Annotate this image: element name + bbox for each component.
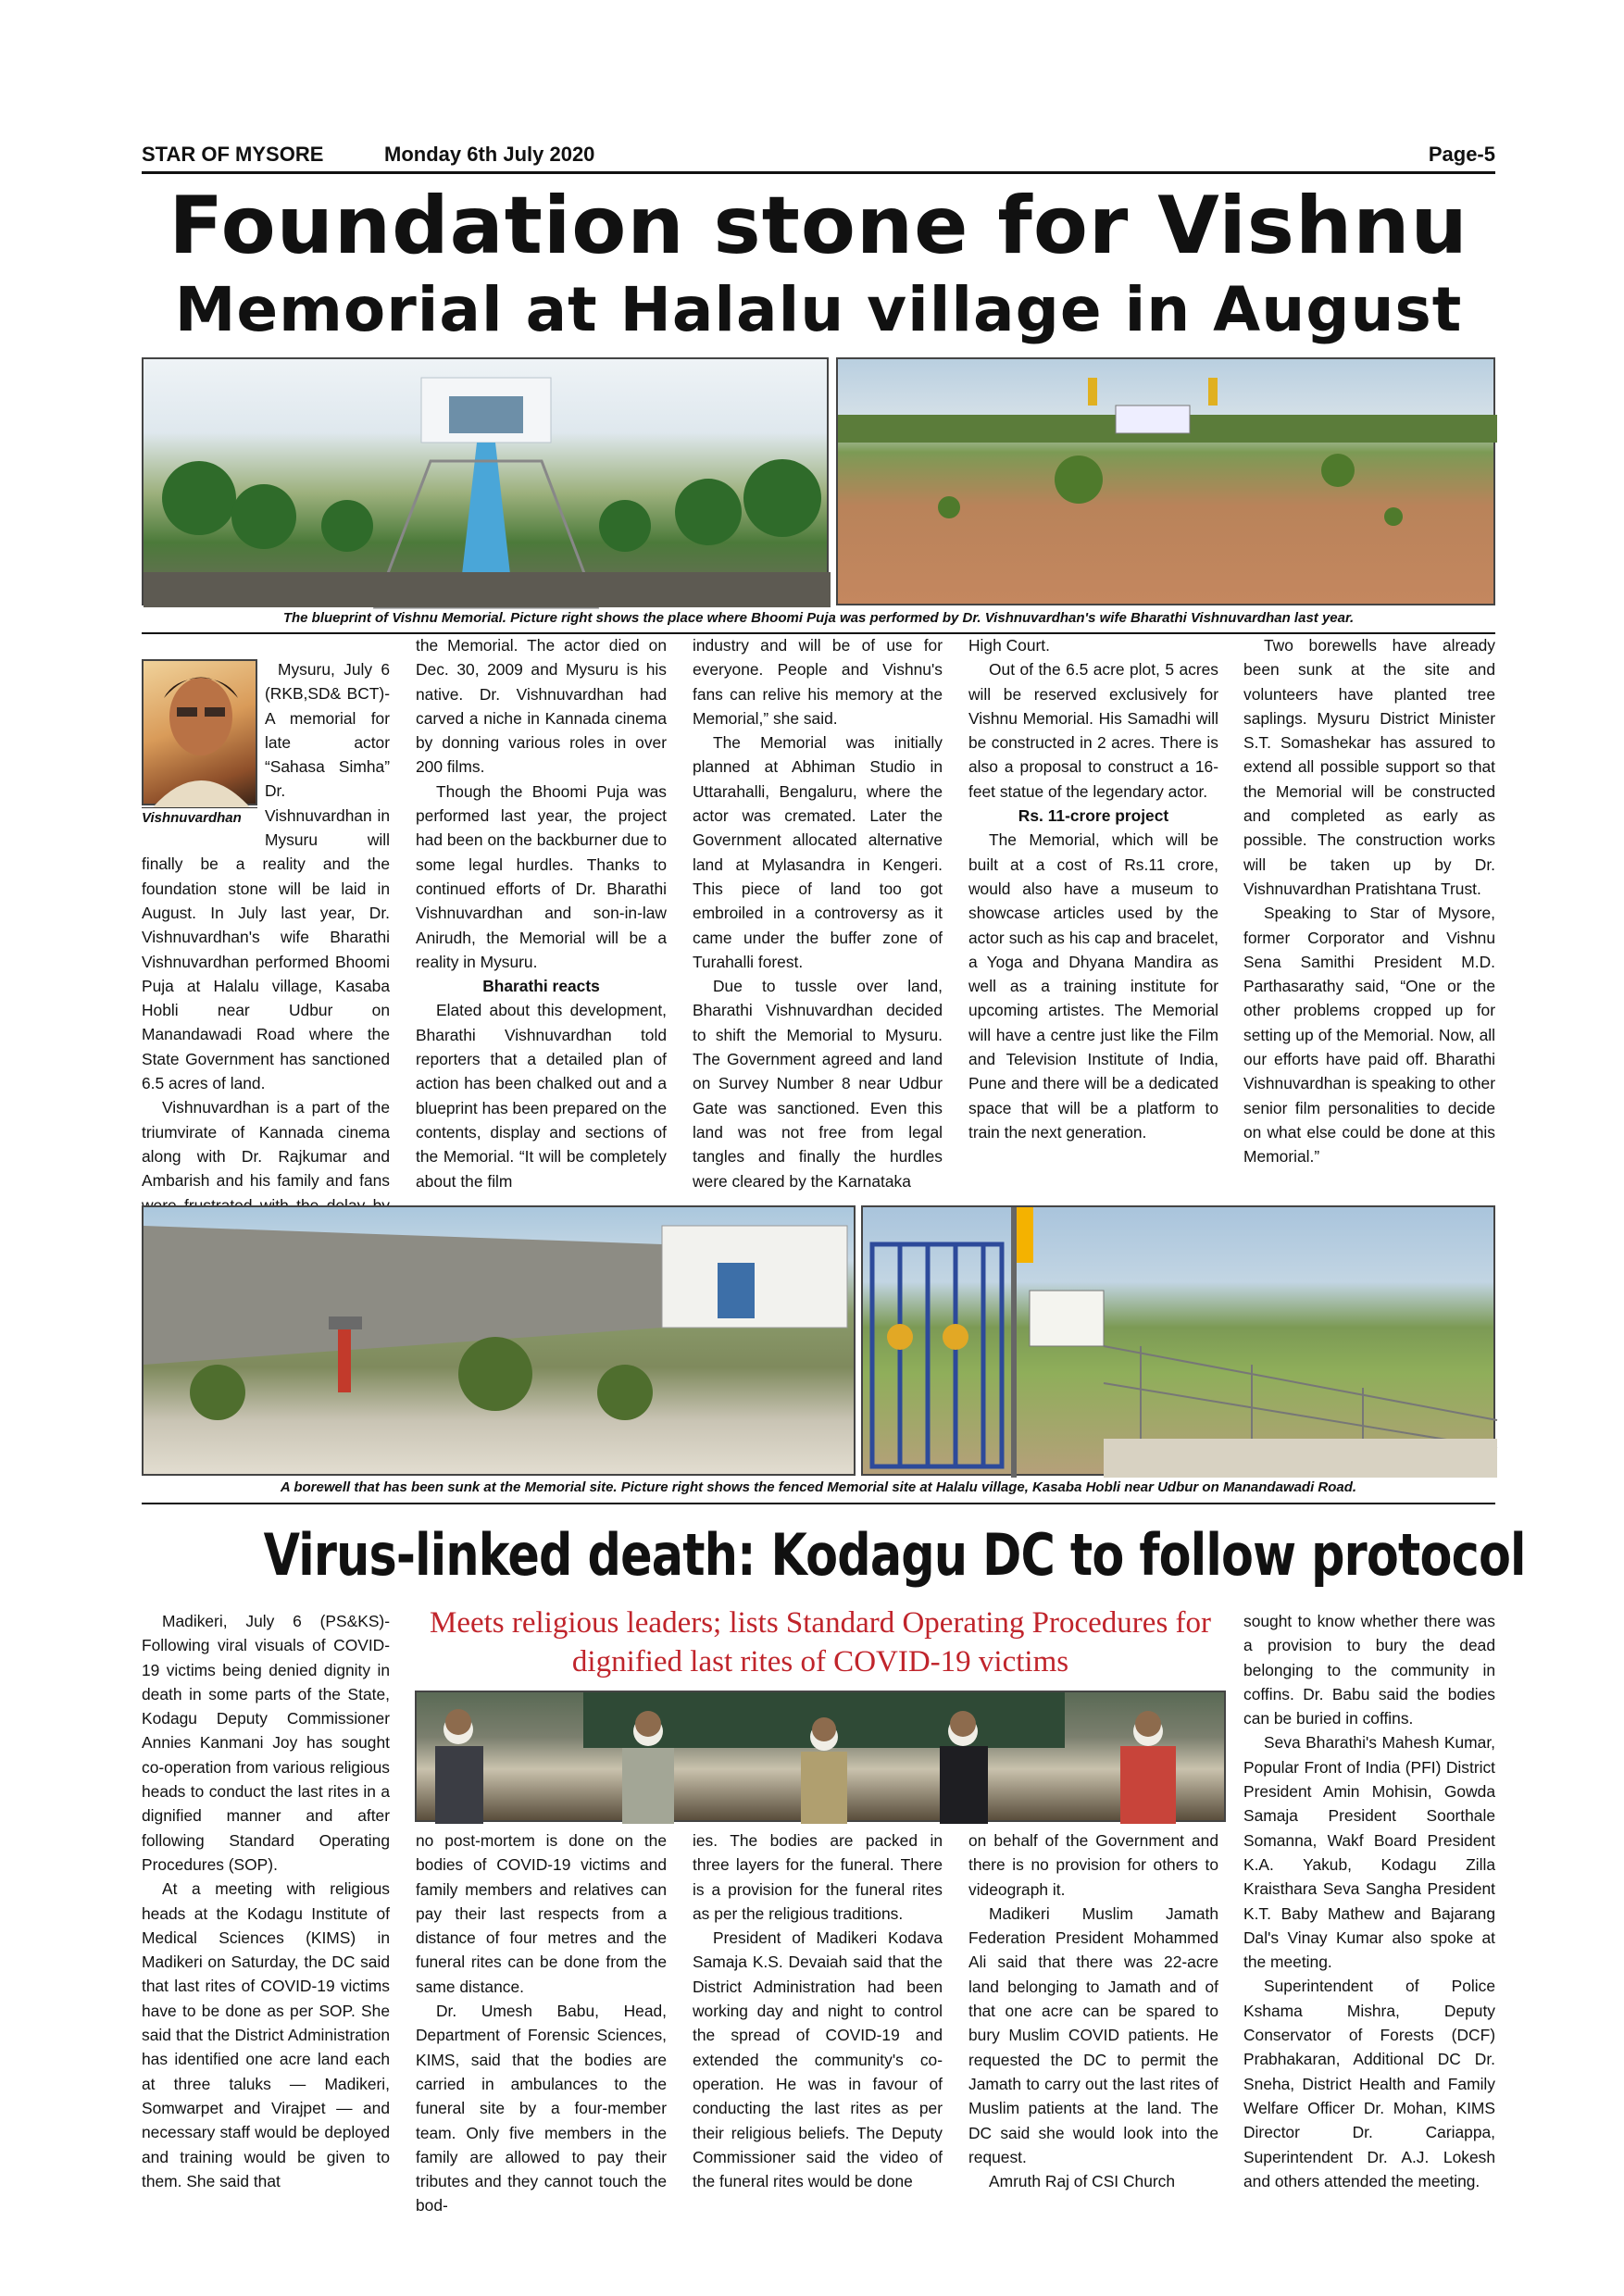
paper-name: STAR OF MYSORE [142,143,324,166]
story1-para-12: Two borewells have already been sunk at the site and volunteers have planted tree saplings. Mysuru District Minister S.T. Somashekar has assured to extend all possible support so that the Memorial will be constructed and completed as early as possible. The construction works will be taken up by Dr. Vishnuvardhan Pratishtana Trust. [1243,636,1495,898]
story1-column-1 [142,633,390,1200]
top-photo-caption: The blueprint of Vishnu Memorial. Picture right shows the place where Bhoomi Puja was performed by Dr. Vishnuvardhan's wife Bharathi Vishnuvardhan last year. [282,610,1355,626]
story2-para-8: Madikeri Muslim Jamath Federation President Mohammed Ali said that there was 22-acre land belonging to Jamath and of that one acre can be spared to bury Muslim COVID patients. He requested the DC to permit the Jamath to carry out the last rites of Muslim patients at the land. The DC said she would look into the request. [968,1903,1218,2166]
story2-column-3 [693,1828,943,2199]
story2-para-10: sought to know whether there was a provision to bury the dead belonging to the community in coffins. Dr. Babu said the bodies can be buried in coffins. [1243,1612,1495,1728]
borewell-photo [142,1205,856,1476]
story2-column-2 [416,1828,667,2215]
memorial-blueprint-photo [142,357,829,605]
story1-para-13: Speaking to Star of Mysore, former Corporator and Vishnu Sena Samithi President M.D. Parthasarathy said, “One or the other problems cropped up for setting up of the Memorial. Now, all our efforts have paid off. Bharathi Vishnuvardhan is speaking to other senior film personalities to decide on what else could be done at this Memorial.” [1243,904,1495,1167]
story2-column-4 [968,1828,1218,2199]
story2-para-7: on behalf of the Government and there is no provision for others to videograph it. [968,1831,1218,1899]
story1-para-11: The Memorial, which will be built at a cost of Rs.11 crore, would also have a museum to showcase articles used by the actor such as his cap and bracelet, a Yoga and Dhyana Mandira as well as a training institute for upcoming artistes. The Memorial will have a centre just like the Film and Television Institute of India, Pune and there will be a dedicated space that will be a platform to train the next generation. [968,830,1218,1142]
story1-column-2 [416,633,667,1200]
headline-line-2: Memorial at Halalu village in August [174,274,1463,345]
story2-para-3: no post-mortem is done on the bodies of COVID-19 victims and family members and relatives can pay their last respects from a distance of four metres and the funeral rites can be done from the same distance. [416,1831,667,1996]
story1-para-9: High Court. [968,636,1050,655]
bhoomi-puja-site-photo [836,357,1495,605]
story1-para-6: industry and will be of use for everyone. People and Vishnu's fans can relive his memory at the Memorial,” she said. [693,636,943,728]
story1-para-3: the Memorial. The actor died on Dec. 30, 2009 and Mysuru is his native. Dr. Vishnuvardhan had carved a niche in Kannada cinema by donning various roles in over 200 films. [416,636,667,777]
subhead-bharathi-reacts: Bharathi reacts [482,977,600,996]
story1-para-8: Due to tussle over land, Bharathi Vishnuvardhan decided to shift the Memorial to Mysuru. The Government agreed and land on Survey Number 8 near Udbur Gate was sanctioned. Even this land was not free from legal tangles and finally the hurdles were cleared by the Karnataka [693,977,943,1191]
story1-column-3 [693,633,943,1200]
story2-column-5 [1243,1609,1495,2202]
section-rule [142,1503,1495,1504]
story2-para-1: Madikeri, July 6 (PS&KS)- Following viral visuals of COVID-19 victims being denied dignity in death in some parts of the State, Kodagu Deputy Commissioner Annies Kanmani Joy has sought co-operation from various religious heads to conduct the last rites in a dignified manner and after following Standard Operating Procedures (SOP). [142,1612,390,1874]
masthead [142,139,1495,174]
story2-para-6: President of Madikeri Kodava Samaja K.S. Devaiah said that the District Administration had been working day and night to control the spread of COVID-19 and extended the community's co-operation. He was in favour of conducting the last rites as per their religious beliefs. The Deputy Commissioner said the video of the funeral rites would be done [693,1928,943,2191]
story2-para-2: At a meeting with religious heads at the Kodagu Institute of Medical Sciences (KIMS) in Madikeri on Saturday, the DC said that last rites of COVID-19 victims have to be done as per SOP. She said that the District Administration has identified one acre land each at three taluks — Madikeri, Somwarpet and Virajpet — and necessary staff would be deployed and training would be given to them. She said that [142,1879,390,2190]
story2-para-9: Amruth Raj of CSI Church [989,2172,1176,2191]
story2-para-12: Superintendent of Police Kshama Mishra, Deputy Conservator of Forests (DCF) Prabhakaran, Additional DC Dr. Sneha, District Health and Family Welfare Officer Dr. Mohan, KIMS Director Dr. Cariappa, Superintendent Dr. A.J. Lokesh and others attended the meeting. [1243,1977,1495,2190]
meeting-photo [415,1691,1226,1822]
headline-line-1: Foundation stone for Vishnu [169,180,1468,272]
story1-column-4 [968,633,1218,1200]
story2-para-4: Dr. Umesh Babu, Head, Department of Forensic Sciences, KIMS, said that the bodies are carried in ambulances to the funeral site by a four-member team. Only five members in the family are allowed to pay their tributes and they cannot touch the bod- [416,2002,667,2215]
story2-headline: Virus-linked death: Kodagu DC to follow protocol [263,1521,1526,1589]
story1-para-1: Mysuru, July 6 (RKB,SD& BCT)- A memorial for late actor “Sahasa Simha” Dr. Vishnuvardhan in Mysuru will finally be a reality and the foundation stone will be laid in August. In July last year, Dr. Vishnuvardhan's wife Bharathi Vishnuvardhan performed Bhoomi Puja at Halalu village, Kasaba Hobli near Udbur on Manandawadi Road where the State Government has sanctioned 6.5 acres of land. [142,660,390,1093]
story2-para-5: ies. The bodies are packed in three layers for the funeral. There is a provision for the funeral rites as per the religious traditions. [693,1831,943,1923]
story2-subhead: Meets religious leaders; lists Standard Operating Procedures for dignified last rites of COVID-19 victims [429,1606,1212,1678]
subhead-rs-11-crore: Rs. 11-crore project [1018,806,1169,826]
issue-date: Monday 6th July 2020 [384,143,595,166]
story1-para-4: Though the Bhoomi Puja was performed last year, the project had been on the backburner due to some legal hurdles. Thanks to continued efforts of Dr. Bharathi Vishnuvardhan and son-in-law Anirudh, the Memorial will be a reality in Mysuru. [416,781,667,971]
story1-para-2: Vishnuvardhan is a part of the triumvirate of Kannada cinema along with Dr. Rajkumar and Ambarish and his family and fans [142,1098,390,1191]
fenced-memorial-site-photo [861,1205,1495,1476]
story1-para-5: Elated about this development, Bharathi Vishnuvardhan told reporters that a detailed plan of action has been chalked out and a blueprint has been prepared on the contents, display and sections of the Memorial. “It will be completely about the film [416,1001,667,1191]
bottom-photo-caption: A borewell that has been sunk at the Memorial site. Picture right shows the fenced Memorial site at Halalu village, Kasaba Hobli near Udbur on Manandawadi Road. [280,1479,1357,1495]
portrait-caption: Vishnuvardhan [142,807,257,826]
story2-column-1 [142,1609,390,2202]
story2-para-11: Seva Bharathi's Mahesh Kumar, Popular Front of India (PFI) District President Amin Mohisin, Gowda Samaja President Soorthale Somanna, Wakf Board President K.A. Yakub, Kodagu Zilla Kraisthara Seva Sangha President K.T. Baby Mathew and Bajarang Dal's Vinay Kumar also spoke at the meeting. [1243,1733,1495,1972]
page-number: Page-5 [1428,143,1495,166]
story1-para-7: The Memorial was initially planned at Abhiman Studio in Uttarahalli, Bengaluru, where the actor was cremated. Later the Government allocated alternative land at Mylasandra in Kengeri. This piece of land too got embroiled in a controversy as it came under the buffer zone of Turahalli forest. [693,733,943,971]
story1-para-10: Out of the 6.5 acre plot, 5 acres will be reserved exclusively for Vishnu Memorial. His Samadhi will be constructed in 2 acres. There is also a proposal to construct a 16-feet statue of the legendary actor. [968,660,1218,801]
story1-column-5 [1243,633,1495,1200]
